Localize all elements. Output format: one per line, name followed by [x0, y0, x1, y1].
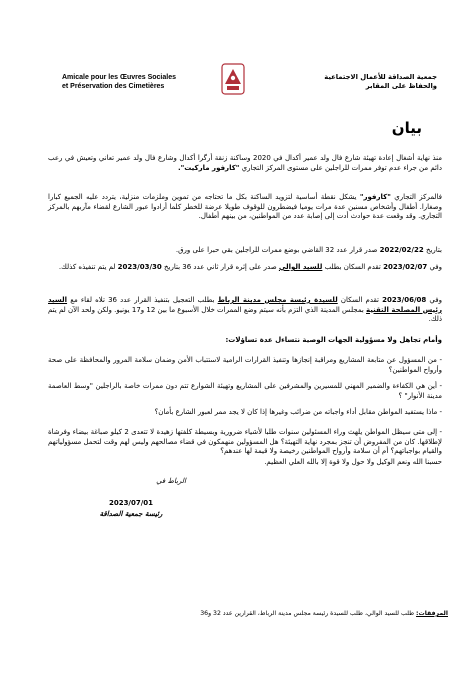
question-3: - ماذا يستفيد المواطن مقابل أداء واجباته من ضرائب وغيرها إذا كان لا يجد ممر لعبور الشارع بأمان؟	[154, 408, 442, 416]
attachments-label: المرفقات:	[416, 610, 448, 617]
signature-place: الرباط في	[156, 477, 186, 485]
paragraph-decision-36-b: تقدم السكان بطلب	[324, 263, 381, 271]
paragraph-carrefour-b: يشكل نقطة أساسية لتزويد الساكنة بكل ما تحتاجه من تموين وملزمات منزلية، يتردد عليه الجميع كبارا وصغارا. أطفال وأشخاص مسنين عدة مرات يوميا فيضطرون للوقوف طويلا عرضة للخطر كلما أرادوا عبور الشارع لقضاء مآربهم بالمركز التجاري. وقد وقعت عدة حوادث أدت إلى إصابة عدد من المواطنين، من بينهم أطفال.	[48, 193, 442, 220]
paragraph-city-council-a: وفي	[429, 296, 442, 304]
paragraph-decision-32-date: 2022/02/22	[379, 246, 424, 254]
paragraph-city-council-bold2: السيد رئيس المصلحة التقنية	[48, 296, 442, 314]
paragraph-decision-36-bold: للسيد الوالي	[278, 263, 323, 271]
paragraph-decision-36-d: لم يتم تنفيذه كذلك.	[58, 263, 116, 271]
paragraph-city-council-b: تقدم السكان	[340, 296, 380, 304]
paragraph-intro-text: منذ نهاية أشغال إعادة تهيئة شارع فال ولد عمير أكدال في 2020 وساكنة زنقة أرگرا أكدال وشارع فال ولد عمير تعاني وتعيش في رعب دائم من جراء عدم توفر ممرات للراجلين على مستوى المركز التجاري	[48, 154, 442, 172]
paragraph-city-council-c: بطلب التعجيل بتنفيذ القرار عدد 36 تلاه لقاء مع	[70, 296, 215, 304]
paragraph-decision-36-date: 2023/02/07	[383, 263, 428, 271]
header-arabic	[267, 73, 437, 91]
paragraph-decision-32-b: صدر قرار عدد 32 القاضي بوضع ممرات للراجلين بقي حبرا على ورق.	[175, 246, 378, 254]
paragraph-intro	[48, 154, 442, 173]
paragraph-intro-bold: "كارفور ماركيت".	[177, 163, 240, 172]
paragraph-decision-32	[48, 246, 442, 256]
paragraph-carrefour-a: فالمركز التجاري	[394, 193, 442, 201]
header-french-line1: Amicale pour les Œuvres Sociales	[62, 74, 176, 81]
document-title: بيان	[391, 119, 422, 137]
signature-date: 2023/07/01	[108, 499, 154, 507]
paragraph-city-council-bold1: للسيدة رئيسة مجلس مدينة الرباط	[217, 296, 338, 304]
attachments-text: طلب للسيد الوالي، طلب للسيدة رئيسة مجلس مدينة الرباط، القرارين عدد 32 و36	[200, 610, 415, 617]
paragraph-city-council-date: 2023/06/08	[382, 296, 427, 304]
question-4: - إلى متى سيظل المواطن يلهث وراء المسئولين سنوات طلبا لأشياء ضرورية وبسيطة كلفتها زهيدة لا تتعدى 2 كيلو صباغة بيضاء وفرشاة لإطلاقها. كان من المفروض أن تنجز بمجرد نهاية التهيئة؟ هل المسؤولين منهمكون في قضاء مصالحهم وليس لهم وقت لتحمل مسؤولياتهم والقيام بواجباتهم؟ أم أن سلامة وأرواح المواطنين رخيصة ولا قيمة لها عندهم؟	[48, 428, 442, 455]
header-arabic-line2: والحفاظ على المقابر	[365, 82, 437, 90]
paragraph-carrefour	[48, 193, 442, 222]
attachments-footer	[28, 610, 448, 617]
paragraph-decision-36	[48, 263, 442, 273]
paragraph-decision-36-a: وفي	[429, 263, 442, 271]
association-logo-icon	[219, 62, 247, 96]
paragraph-city-council	[48, 296, 442, 325]
questions-heading	[48, 336, 442, 346]
paragraph-city-council-d: بمجلس المدينة الذي التزم بأنه سيتم وضع الممرات خلال الأسبوع ما بين 12 و17 يونيو. ولكن ولحد الآن لم يتم ذلك.	[48, 305, 442, 323]
header-arabic-line1: جمعية الصداقة للأعمال الاجتماعية	[324, 73, 437, 81]
paragraph-carrefour-bold: "كارفور"	[359, 193, 391, 201]
signature-signer: رئيسة جمعية الصداقة	[99, 510, 163, 518]
question-1: - من المسؤول عن متابعة المشاريع ومراقبة إنجازها وتنفيذ القرارات الرامية لاستتباب الأمن وضمان سلامة المرور والمحافظة على صحة وأرواح المواطنين؟	[48, 356, 442, 374]
questions-heading-text: وأمام تجاهل ولا مسؤولية الجهات الوصية نتساءل عدة تساؤلات:	[225, 336, 442, 344]
paragraph-decision-32-a: بتاريخ	[425, 246, 442, 254]
question-2: - أين هي الكفاءة والضمير المهني للمسيرين والمشرفين على المشاريع وتهيئة الشوارع تتم دون ممرات خاصة بالراجلين "وسط العاصمة مدينة الأنوار" ؟	[48, 382, 442, 400]
closing-invocation: حسبنا الله ونعم الوكيل ولا حول ولا قوة إلا بالله العلي العظيم.	[264, 458, 442, 466]
paragraph-decision-36-c: صدر على إثره قرار ثاني عدد 36 بتاريخ	[163, 263, 277, 271]
paragraph-decision-36-date2: 2023/03/30	[117, 263, 162, 271]
header-french-line2: et Préservation des Cimetières	[62, 83, 165, 90]
